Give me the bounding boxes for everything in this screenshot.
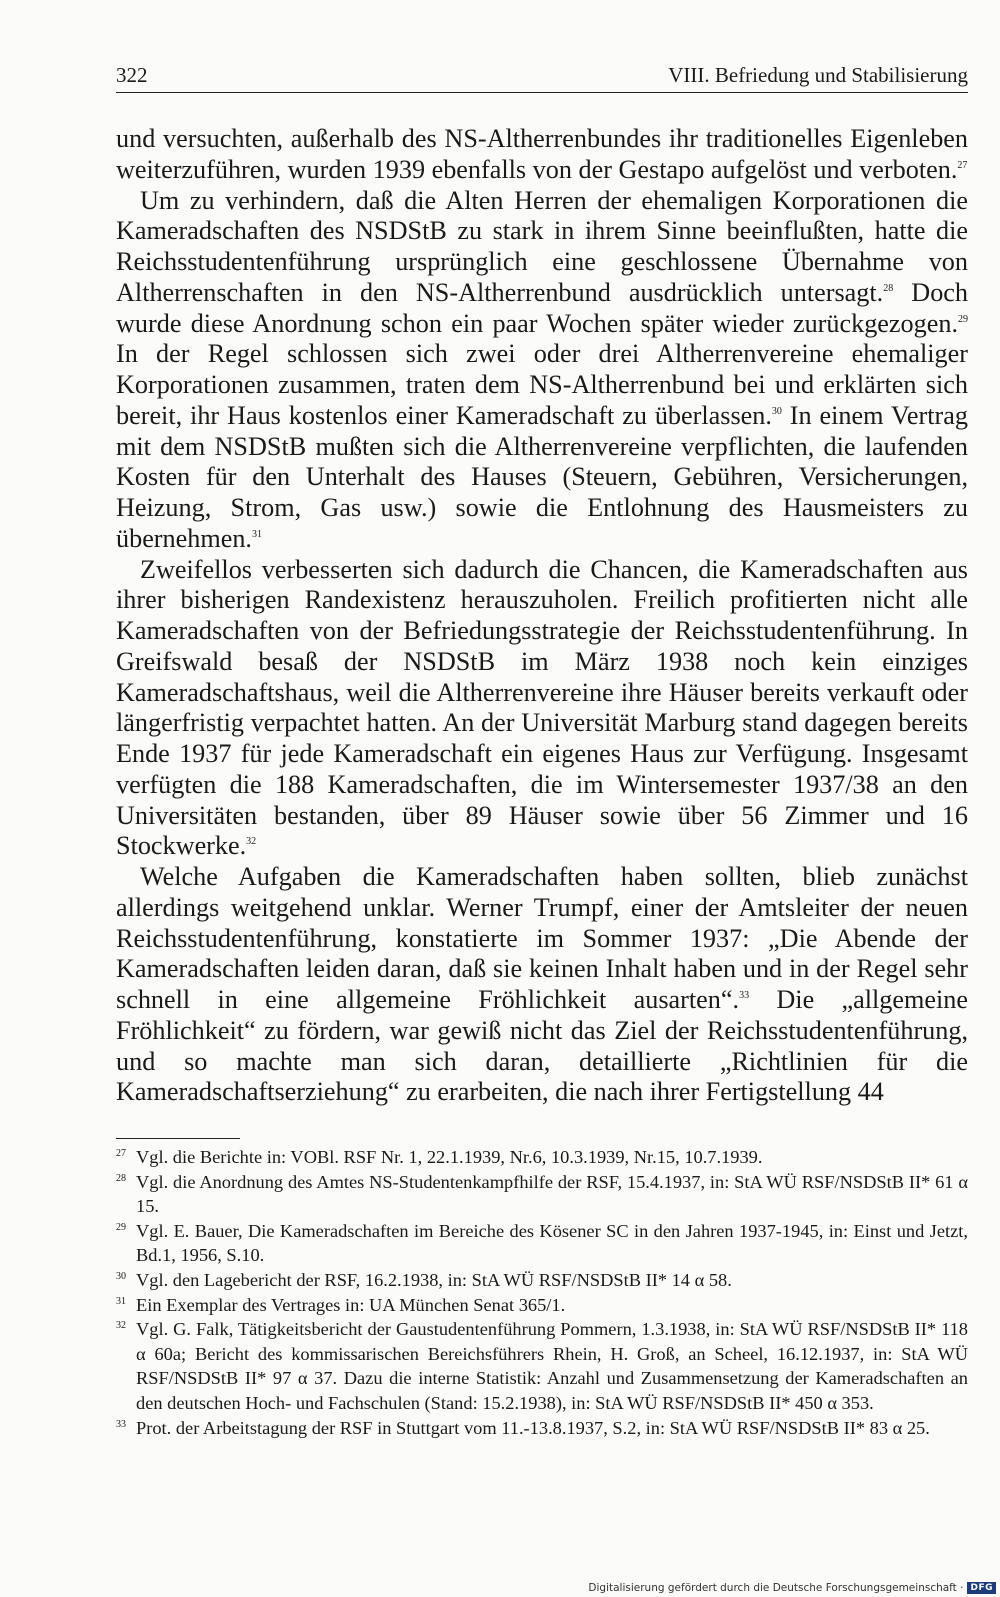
paragraph-text: Welche Aufgaben die Kameradschaften haben sollten, blieb zunächst allerdings weitgehend unklar. Werner Trumpf, einer der Amtsleiter der neuen Reichsstudentenführung, konstatierte im Sommer 1937: „Die Abende der Kameradschaften leiden daran, daß sie keinen Inhalt haben und in der Regel sehr schnell in eine allgemeine Fröhlichkeit ausarten“. [116, 862, 968, 1014]
footnotes [116, 1145, 968, 1440]
footnote-text: Vgl. E. Bauer, Die Kameradschaften im Bereiche des Kösener SC in den Jahren 1937-1945, in: Einst und Jetzt, Bd.1, 1956, S.10. [136, 1220, 968, 1266]
paragraph-4 [116, 862, 968, 1108]
footnote-separator [116, 1138, 240, 1139]
footnote-mark: 31 [116, 1295, 126, 1307]
page-number: 322 [116, 63, 148, 87]
footnote-text: Vgl. die Anordnung des Amtes NS-Studentenkampfhilfe der RSF, 15.4.1937, in: StA WÜ RSF/NSDStB II* 61 α 15. [136, 1171, 968, 1217]
footnote-ref-33: 33 [739, 990, 750, 1001]
paragraph-text: In der Regel schlossen sich zwei oder drei Altherrenvereine ehemaliger Korporationen zusammen, traten dem NS-Altherrenbund bei und erklärten sich bereit, ihr Haus kostenlos einer Kameradschaft zu überlassen. [116, 339, 968, 430]
paragraph-text: Zweifellos verbesserten sich dadurch die Chancen, die Kameradschaften aus ihrer bisherigen Randexistenz herauszuholen. Freilich profitierten nicht alle Kameradschaften von der Befriedungsstrategie der Reichsstudentenführung. In Greifswald besaß der NSDStB im März 1938 noch kein einziges Kameradschaftshaus, weil die Altherrenvereine ihre Häuser bereits verkauft oder längerfristig verpachtet hatten. An der Universität Marburg stand dagegen bereits Ende 1937 für jede Kameradschaft ein eigenes Haus zur Verfügung. Insgesamt verfügten die 188 Kameradschaften, die im Wintersemester 1937/38 an den Universitäten bestanden, über 89 Häuser sowie über 56 Zimmer und 16 Stockwerke. [116, 554, 968, 861]
footnote-ref-31: 31 [251, 528, 262, 540]
paragraph-text: Die „allgemeine Fröhlichkeit“ zu fördern, war gewiß nicht das Ziel der Reichsstudentenführung, und so machte man sich daran, detaillierte „Richtlinien für die Kameradschaftserziehung“ zu erarbeiten, die nach ihrer Fertigstellung 44 [116, 985, 969, 1107]
footnote-mark: 32 [116, 1320, 126, 1332]
footnote-text: Prot. der Arbeitstagung der RSF in Stuttgart vom 11.-13.8.1937, S.2, in: StA WÜ RSF/NSDStB II* 83 α 25. [136, 1417, 930, 1438]
credit-text: Digitalisierung gefördert durch die Deutsche Forschungsgemeinschaft · [588, 1582, 964, 1594]
footnote-ref-30: 30 [771, 405, 782, 417]
paragraph-text: In einem Vertrag mit dem NSDStB mußten sich die Altherrenvereine verpflichten, die laufenden Kosten für den Unterhalt des Hauses (Steuern, Gebühren, Versicherungen, Heizung, Strom, Gas usw.) sowie die Entlohnung des Hausmeisters zu übernehmen. [116, 400, 968, 553]
footnote-text: Vgl. die Berichte in: VOBl. RSF Nr. 1, 22.1.1939, Nr.6, 10.3.1939, Nr.15, 10.7.1939. [136, 1147, 763, 1167]
footnote-ref-32: 32 [246, 836, 257, 848]
paragraph-text: Um zu verhindern, daß die Alten Herren der ehemaligen Korporationen die Kameradschaften des NSDStB zu stark in ihrem Sinne beeinflußten, hatte die Reichsstudentenführung ursprünglich eine geschlossene Übernahme von Altherrenschaften in den NS-Altherrenbund ausdrücklich untersagt. [116, 185, 968, 307]
paragraph-3 [116, 555, 968, 863]
paragraph-1 [116, 124, 968, 186]
paragraph-text: Doch wurde diese Anordnung schon ein paar Wochen später wieder zurückgezogen. [116, 277, 968, 338]
footnote-text: Vgl. G. Falk, Tätigkeitsbericht der Gaustudentenführung Pommern, 1.3.1938, in: StA WÜ RSF/NSDStB II* 118 α 60a; Bericht des kommissarischen Bereichsführers Rhein, H. Groß, an Scheel, 16.12.1937, in: StA WÜ RSF/NSDStB II* 97 α 37. Dazu die interne Statistik: Anzahl und Zusammensetzung der Kameradschaften an den deutschen Hoch- und Fachschulen (Stand: 15.2.1938), in: StA WÜ RSF/NSDStB II* 450 α 353. [136, 1319, 968, 1413]
footnote-mark: 33 [116, 1418, 126, 1430]
footnote [116, 1145, 968, 1170]
footnote [116, 1170, 968, 1219]
paragraph-2 [116, 186, 968, 555]
footnote-mark: 27 [116, 1148, 126, 1159]
footnote-text: Vgl. den Lagebericht der RSF, 16.2.1938, in: StA WÜ RSF/NSDStB II* 14 α 58. [136, 1269, 732, 1290]
running-title: VIII. Befriedung und Stabilisierung [668, 63, 968, 87]
main-text [116, 124, 968, 1108]
footnote-mark: 28 [116, 1172, 126, 1184]
footnote-ref-29: 29 [958, 313, 968, 325]
footnote [116, 1293, 968, 1318]
footnote [116, 1317, 968, 1415]
footnote [116, 1219, 968, 1268]
footnote [116, 1416, 968, 1441]
dfg-logo: DFG [967, 1582, 996, 1594]
footnote-ref-28: 28 [883, 282, 894, 294]
footnote-mark: 29 [116, 1221, 126, 1233]
paragraph-text: und versuchten, außerhalb des NS-Altherrenbundes ihr traditionelles Eigenleben weiterzuführen, wurden 1939 ebenfalls von der Gestapo aufgelöst und verboten. [116, 124, 968, 184]
footnote [116, 1268, 968, 1293]
footnote-mark: 30 [116, 1270, 126, 1282]
digitization-credit [588, 1582, 996, 1594]
footnote-ref-27: 27 [957, 159, 968, 171]
running-header [116, 62, 968, 93]
footnote-text: Ein Exemplar des Vertrages in: UA München Senat 365/1. [136, 1294, 566, 1315]
